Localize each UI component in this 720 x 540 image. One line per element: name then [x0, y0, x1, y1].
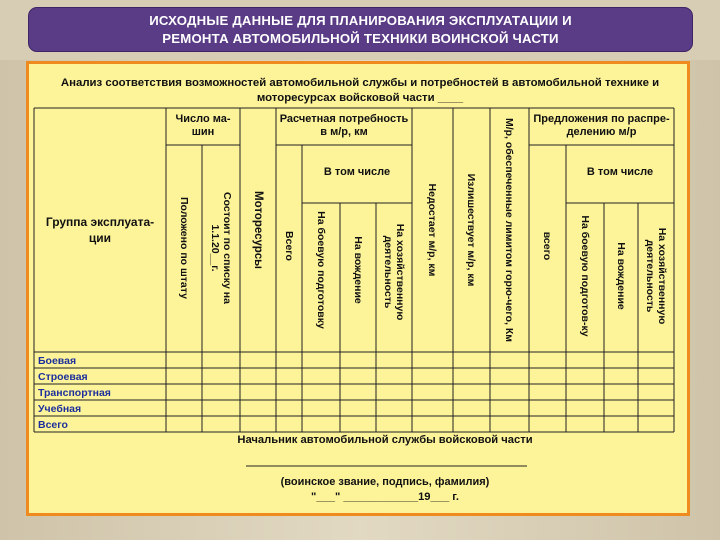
form-heading-line-2: моторесурсах войсковой части ____	[256, 92, 464, 104]
header-economic-2: На хозяйственную деятельность	[644, 227, 668, 325]
header-economic-1: На хозяйственную деятельность	[382, 223, 406, 321]
date-line: "___" ____________19___ г.	[311, 491, 459, 503]
form-heading-line-1: Анализ соответствия возможностей автомобильной службы и потребностей в автомобильной технике и	[60, 77, 660, 89]
header-machines: Число ма-шин	[175, 113, 231, 138]
header-total-2: всего	[541, 231, 553, 261]
row-label-combat: Боевая	[38, 355, 77, 367]
table-row[interactable]	[166, 416, 674, 432]
header-driving-2: На вождение	[615, 242, 627, 310]
header-combat-1: На боевую подготовку	[315, 211, 327, 329]
header-including-1: В том числе	[323, 166, 391, 178]
header-group: Группа эксплуата-ции	[45, 215, 155, 245]
table-row[interactable]	[166, 368, 674, 384]
table-row[interactable]	[166, 352, 674, 368]
header-excess: Излишествует м/р, км	[465, 173, 477, 287]
header-combat-2: На боевую подготов-ку	[579, 215, 591, 337]
table-row[interactable]	[166, 400, 674, 416]
header-driving-1: На вождение	[352, 236, 364, 304]
title-banner	[28, 7, 693, 52]
header-proposals: Предложения по распре-делению м/р	[533, 113, 670, 138]
row-label-drill: Строевая	[38, 371, 88, 383]
signature-hint: (воинское звание, подпись, фамилия)	[280, 476, 490, 488]
header-shortage: Недостает м/р, км	[426, 183, 438, 277]
header-on-list: Состоит по списку на 1.1.20__г.	[209, 192, 233, 304]
header-total-1: Всего	[283, 231, 295, 261]
title-line-2: РЕМОНТА АВТОМОБИЛЬНОЙ ТЕХНИКИ ВОИНСКОЙ ЧАСТИ	[162, 31, 559, 46]
row-label-transport: Транспортная	[38, 387, 111, 399]
header-including-2: В том числе	[586, 166, 654, 178]
chief-title: Начальник автомобильной службы войсковой части	[237, 434, 533, 446]
title-line-1: ИСХОДНЫЕ ДАННЫЕ ДЛЯ ПЛАНИРОВАНИЯ ЭКСПЛУАТАЦИИ И	[149, 13, 572, 28]
row-label-total: Всего	[38, 419, 68, 431]
header-motoresources: Моторесурсы	[252, 191, 264, 269]
header-provided-by-limit: М/р, обеспеченные лимитом горю-чего, Км	[503, 117, 515, 343]
table-row[interactable]	[166, 384, 674, 400]
header-by-staff: Положено по штату	[178, 197, 190, 299]
header-calc-need: Расчетная потребность в м/р, км	[279, 113, 409, 138]
row-label-training: Учебная	[38, 403, 82, 415]
